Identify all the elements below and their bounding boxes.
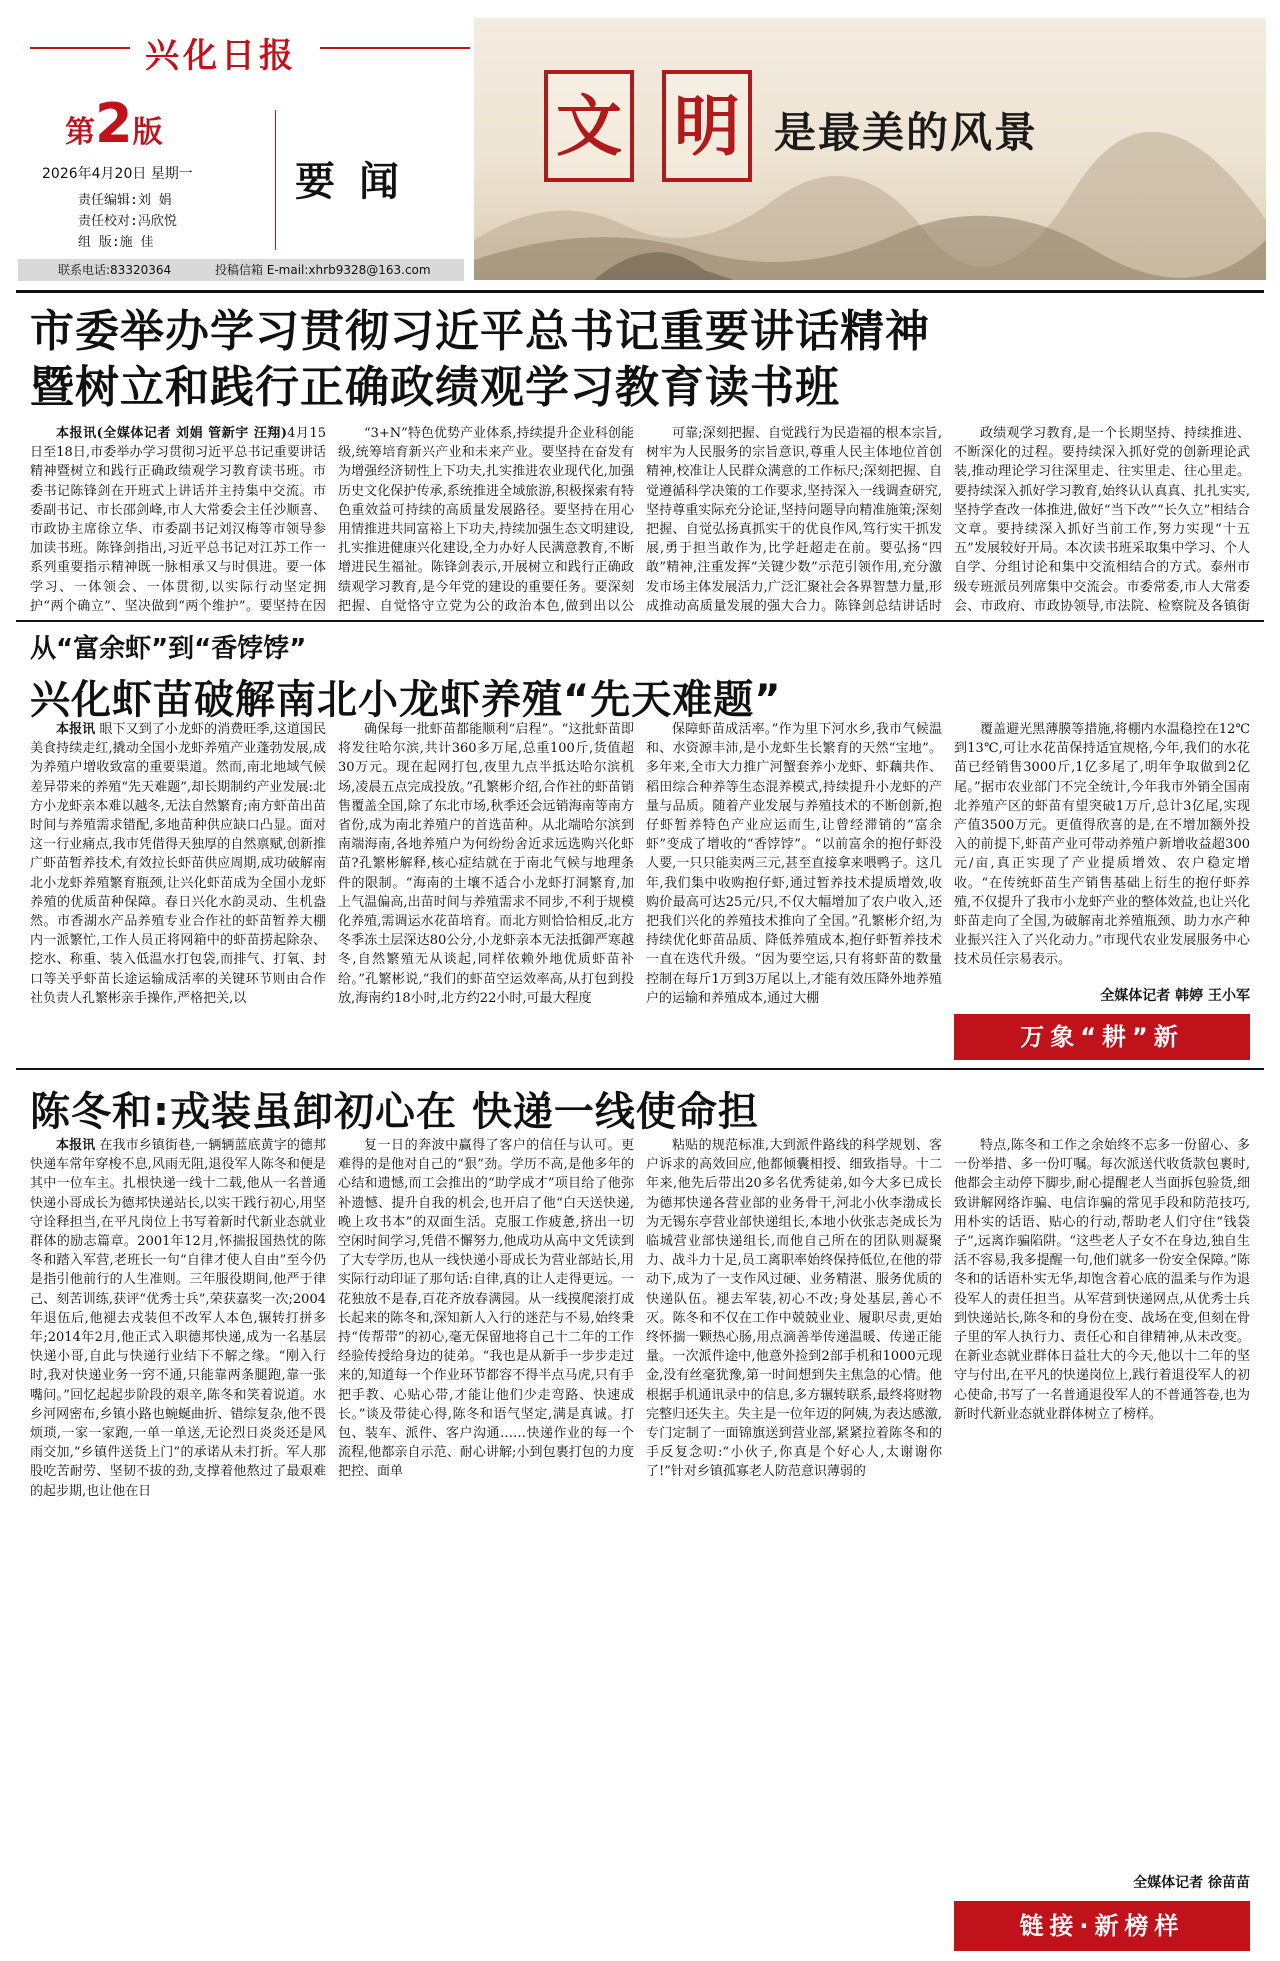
- article-column: [646, 1136, 942, 1951]
- contact-bar: [18, 259, 464, 281]
- editor-credits: [78, 190, 177, 253]
- column-text: 覆盖避光黑薄膜等措施,将棚内水温稳控在12℃到13℃,可让水花苗保持适宜规格,今年,我们的水花苗已经销售3000斤,1亿多尾了,明年争取做到2亿尾。”据市农业部门不完全统计,今年我市外销全国南北养殖产区的虾苗有望突破1万斤,总计3亿尾,实现产值3500万元。更值得欣喜的是,在不增加额外投入的前提下,虾苗产业可带动养殖户新增收益超300元/亩,真正实现了产业提质增效、农户稳定增收。“在传统虾苗生产销售基础上衍生的抱仔虾养殖,不仅提升了我市小龙虾产业的整体效益,也让兴化虾苗走向了全国,为破解南北养殖瓶颈、助力水产种业振兴注入了兴化动力。”市现代农业发展服务中心技术员任宗易表示。: [954, 722, 1250, 968]
- edition-num: 2: [95, 92, 133, 155]
- column-text: “3+N”特色优势产业体系,持续提升企业科创能级,统筹培育新兴产业和未来产业。要坚持在奋发有为增强经济韧性上下功夫,扎实推进农业现代化,加强历史文化保护传承,系统推进全域旅游,积极探索有特色重效益可持续的高质量发展路径。要坚持在用心用情推进共同富裕上下功夫,持续加强生态文明建设,扎实推进健康兴化建设,全力办好人民满意教育,不断增进民生福祉。陈锋剑表示,开展树立和践行正确政绩观学习教育,是今年党的建设的重要任务。要深刻把握、自觉恪守立党为公的政治本色,做到出以公: [338, 426, 634, 614]
- article-divider: [16, 620, 1264, 622]
- article-column: [954, 720, 1250, 1060]
- column-text: 粘贴的规范标准,大到派件路线的科学规划、客户诉求的高效回应,他都倾囊相授、细致指导。十二年来,他先后带出20多名优秀徒弟,如今大多已成长为德邦快递各营业部的业务骨干,河北小伙李渤成长为无锡东亭营业部快递组长,本地小伙张志尧成长为临城营业部快递组长,而他自己所在的团队则凝聚力、战斗力十足,员工离职率始终保持低位,在他的带动下,成为了一支作风过硬、业务精湛、服务优质的快递队伍。褪去军装,初心不改;身处基层,善心不灭。陈冬和不仅在工作中兢兢业业、履职尽责,更始终怀揣一颗热心肠,用点滴善举传递温暖、传递正能量。一次派件途中,他意外捡到2部手机和1000元现金,没有丝毫犹豫,第一时间想到失主焦急的心情。他根据手机通讯录中的信息,多方辗转联系,最终将财物完整归还失主。失主是一位年迈的阿姨,为表达感激,专门定制了一面锦旗送到营业部,紧紧拉着陈冬和的手反复念叨:“小伙子,你真是个好心人,太谢谢你了!”针对乡镇孤寡老人防范意识薄弱的: [646, 1138, 942, 1480]
- contact-email: 投稿信箱 E-mail:xhrb9328@163.com: [214, 263, 431, 277]
- column-badge-wanxiang: 万象“耕”新: [954, 1014, 1250, 1060]
- column-text: 特点,陈冬和工作之余始终不忘多一份留心、多一份举措、多一份叮嘱。每次派送代收货款包裹时,他都会主动停下脚步,耐心提醒老人当面拆包验货,细致讲解网络诈骗、电信诈骗的常见手段和防范技巧,用朴实的话语、贴心的行动,帮助老人们守住“钱袋子”,远离诈骗陷阱。“这些老人子女不在身边,独自生活不容易,我多提醒一句,他们就多一份安全保障。”陈冬和的话语朴实无华,却饱含着心底的温柔与作为退役军人的责任担当。从军营到快递网点,从优秀士兵到快递站长,陈冬和的身份在变、战场在变,但刻在骨子里的军人执行力、责任心和自律精神,从未改变。在新业态就业群体日益壮大的今天,他以十二年的坚守与付出,在平凡的快递岗位上,践行着退役军人的初心使命,书写了一名普通退役军人的不普通答卷,也为新时代新业态就业群体树立了榜样。: [954, 1138, 1250, 1422]
- headline-line: 市委举办学习贯彻习近平总书记重要讲话精神: [30, 306, 930, 357]
- civilization-banner: [474, 18, 1266, 280]
- article-column: [338, 720, 634, 1060]
- article2-headline: 兴化虾苗破解南北小龙虾养殖“先天难题”: [30, 677, 782, 723]
- article2-byline: 全媒体记者 韩婷 王小军: [1100, 987, 1250, 1004]
- article2-kicker: 从“富余虾”到“香饽饽”: [30, 634, 307, 664]
- article-divider: [16, 1068, 1264, 1070]
- article1-body: [30, 424, 1250, 614]
- article-column: [646, 424, 942, 614]
- article-lead: 本报讯: [56, 722, 96, 737]
- article3-headline: 陈冬和:戎装虽卸初心在 快递一线使命担: [30, 1089, 759, 1135]
- headline-line: 暨树立和践行正确政绩观学习教育读书班: [30, 362, 840, 413]
- column-badge-lianjie: 链接·新榜样: [954, 1901, 1250, 1951]
- newspaper-name: 兴化日报: [145, 36, 297, 76]
- article-column: [954, 1136, 1250, 1951]
- article-column: [30, 424, 326, 614]
- section-title: 要闻: [295, 158, 423, 205]
- column-text: 保障虾苗成活率。”作为里下河水乡,我市气候温和、水资源丰沛,是小龙虾生长繁育的天然“宝地”。多年来,全市大力推广河蟹套养小龙虾、虾藕共作、稻田综合种养等生态混养模式,持续提升小龙虾的产量与品质。随着产业发展与养殖技术的不断创新,抱仔虾暂养特色产业应运而生,让曾经滞销的“富余虾”变成了增收的“香饽饽”。“以前富余的抱仔虾没人要,一只只能卖两三元,甚至直接拿来喂鸭子。这几年,我们集中收购抱仔虾,通过暂养技术提质增效,收购价最高可达25元/只,不仅大幅增加了农户收入,还把我们兴化的养殖技术推向了全国。”孔繁彬介绍,为持续优化虾苗品质、降低养殖成本,抱仔虾暂养技术一直在迭代升级。“因为要空运,只有将虾苗的数量控制在每斤1万到3万尾以上,才能有效压降外地养殖户的运输和养殖成本,通过大棚: [646, 722, 942, 1006]
- editor-line: 责任校对:冯欣悦: [78, 214, 177, 229]
- column-text: 4月15日至18日,市委举办学习贯彻习近平总书记重要讲话精神暨树立和践行正确政绩观学习教育读书班。市委书记陈锋剑在开班式上讲话并主持集中交流。市委副书记、市长邵剑峰,市人大常委会主任沙顺喜、市政协主席徐立华、市委副书记刘汉梅等市领导参加读书班。陈锋剑指出,习近平总书记对江苏工作一系列重要指示精神既一脉相承又与时俱进。要一体学习、一体领会、一体贯彻,以实际行动坚定拥护“两个确立”、坚决做到“两个维护”。要坚持在因: [30, 426, 326, 614]
- article-column: [954, 424, 1250, 614]
- newspaper-logo: [30, 28, 460, 76]
- publication-date: 2026年4月20日 星期一: [42, 166, 193, 182]
- article-column: [338, 1136, 634, 1951]
- article-column: [338, 424, 634, 614]
- column-text: 可靠;深刻把握、自觉践行为民造福的根本宗旨,树牢为人民服务的宗旨意识,尊重人民主体地位首创精神,校准让人民群众满意的工作标尺;深刻把握、自觉遵循科学决策的工作要求,坚持深入一线调查研究,坚持尊重实际充分论证,坚持问题导向精准施策;深刻把握、自觉弘扬真抓实干的优良作风,笃行实干抓发展,勇于担当敢作为,比学赶超走在前。要弘扬“四敢”精神,注重发挥“关键少数”示范引领作用,充分激发市场主体发展活力,广泛汇聚社会各界智慧力量,形成推动高质量发展的强大合力。陈锋剑总结讲话时: [646, 426, 942, 614]
- masthead: [0, 0, 1280, 285]
- masthead-divider: [275, 110, 276, 250]
- article2-body: [30, 720, 1250, 1060]
- contact-phone: 联系电话:83320364: [58, 263, 172, 277]
- banner-slogan: 是最美的风景: [774, 108, 1039, 157]
- article3-byline: 全媒体记者 徐苗苗: [1133, 1874, 1250, 1891]
- edition-prefix: 第: [65, 115, 95, 150]
- logo-rule-right: [320, 47, 470, 49]
- banner-seal: 文: [544, 70, 634, 182]
- article-lead: 本报讯: [56, 1138, 96, 1153]
- edition-suffix: 版: [132, 115, 163, 150]
- article-divider: [16, 290, 1264, 293]
- edition-number: [65, 92, 163, 155]
- article-column: [30, 1136, 326, 1951]
- editor-line: 责任编辑:刘 娟: [78, 193, 172, 208]
- column-text: 在我市乡镇街巷,一辆辆蓝底黄字的德邦快递车常年穿梭不息,风雨无阻,退役军人陈冬和便是其中一位车主。扎根快递一线十二载,他从一名普通快递小哥成长为德邦快递站长,以实干践行初心,用坚守诠释担当,在平凡岗位上书写着新时代新业态就业群体的励志篇章。2001年12月,怀揣报国热忱的陈冬和踏入军营,老班长一句“自律才使人自由”至今仍是指引他前行的人生准则。三年服役期间,他严于律己、刻苦训练,获评“优秀士兵”,荣获嘉奖一次;2004年退伍后,他褪去戎装但不改军人本色,辗转打拼多年;2014年2月,他正式入职德邦快递,成为一名基层快递小哥,自此与快递行业结下不解之缘。“刚入行时,我对快递业务一窍不通,只能靠两条腿跑,靠一张嘴问。”回忆起起步阶段的艰辛,陈冬和笑着说道。水乡河网密布,乡镇小路也蜿蜒曲折、错综复杂,他不畏烦琐,一家一家跑,一单一单送,无论烈日炎炎还是风雨交加,“乡镇件送货上门”的承诺从未打折。军人那股吃苦耐劳、坚韧不拔的劲,支撑着他熬过了最艰难的起步期,也让他在日: [30, 1138, 326, 1499]
- column-text: 政绩观学习教育,是一个长期坚持、持续推进、不断深化的过程。要持续深入抓好党的创新理论武装,推动理论学习往深里走、往实里走、往心里走。要持续深入抓好学习教育,始终认认真真、扎扎实实,坚持学查改一体推进,做好“当下改”“长久立”相结合文章。要持续深入抓好当前工作,努力实现“十五五”发展较好开局。本次读书班采取集中学习、个人自学、分组讨论和集中交流相结合的方式。泰州市级专班派员列席集中交流会。市委常委,市人大常委会、市政府、市政协领导,市法院、检察院及各镇街: [954, 426, 1250, 614]
- editor-line: 组 版:施 佳: [78, 235, 154, 250]
- banner-seal: 明: [662, 70, 752, 182]
- article1-headline: [30, 304, 930, 416]
- article-column: [30, 720, 326, 1060]
- article-column: [646, 720, 942, 1060]
- article-lead: 本报讯(全媒体记者 刘娟 管新宇 汪翔): [56, 426, 288, 441]
- column-text: 确保每一批虾苗都能顺利“启程”。“这批虾苗即将发往哈尔滨,共计360多万尾,总重100斤,货值超30万元。现在起网打包,夜里九点半抵达哈尔滨机场,凌晨五点完成投放。”孔繁彬介绍,合作社的虾苗销售覆盖全国,除了东北市场,秋季还会远销海南等南方省份,成为南北养殖户的首选苗种。从北端哈尔滨到南端海南,各地养殖户为何纷纷舍近求远选购兴化虾苗?孔繁彬解释,核心症结就在于南北气候与地理条件的限制。“海南的土壤不适合小龙虾打洞繁育,加上气温偏高,出苗时间与养殖需求不同步,不利于规模化养殖,需调运水花苗培育。而北方则恰恰相反,北方冬季冻土层深达80公分,小龙虾亲本无法抵御严寒越冬,自然繁殖无从谈起,同样依赖外地优质虾苗补给。”孔繁彬说,“我们的虾苗空运效率高,从打包到投放,海南约18小时,北方约22小时,可最大程度: [338, 722, 634, 1006]
- column-text: 眼下又到了小龙虾的消费旺季,这道国民美食持续走红,撬动全国小龙虾养殖产业蓬勃发展,成为养殖户增收致富的重要渠道。然而,南北地域气候差异带来的养殖“先天难题”,却长期制约产业发展:北方小龙虾亲本难以越冬,无法自然繁育;南方虾苗出苗时间与养殖需求错配,多地苗种供应缺口凸显。面对这一行业痛点,我市凭借得天独厚的自然禀赋,创新推广虾苗暂养技术,有效拉长虾苗供应周期,成功破解南北小龙虾养殖繁育瓶颈,让兴化虾苗成为全国小龙虾养殖的优质苗种保障。春日兴化水韵灵动、生机盎然。市香湖水产品养殖专业合作社的虾苗暂养大棚内一派繁忙,工作人员正将网箱中的虾苗捞起除杂、挖水、称重、装入低温水打包袋,而排气、打氧、封口等关乎虾苗长途运输成活率的关键环节则由合作社负责人孔繁彬亲手操作,严格把关,以: [30, 722, 326, 1006]
- column-text: 复一日的奔波中赢得了客户的信任与认可。更难得的是他对自己的“狠”劲。学历不高,是他多年的心结和遗憾,而工会推出的“助学成才”项目给了他弥补遗憾、提升自我的机会,也开启了他“白天送快递,晚上攻书本”的双面生活。克服工作疲惫,挤出一切空闲时间学习,凭借不懈努力,他成功从高中文凭读到了大专学历,也从一线快递小哥成长为营业部站长,用实际行动印证了那句话:自律,真的让人走得更远。一花独放不是春,百花齐放春满园。从一线摸爬滚打成长起来的陈冬和,深知新人入行的迷茫与不易,始终秉持“传帮带”的初心,毫无保留地将自己十二年的工作经验传授给身边的徒弟。“我也是从新手一步步走过来的,知道每一个作业环节都容不得半点马虎,只有手把手教、心贴心带,才能让他们少走弯路、快速成长。”谈及带徒心得,陈冬和语气坚定,满是真诚。打包、装车、派件、客户沟通……快递作业的每一个流程,他都亲自示范、耐心讲解;小到包裹打包的力度把控、面单: [338, 1138, 634, 1480]
- logo-rule-left: [30, 47, 130, 49]
- article3-body: [30, 1136, 1250, 1951]
